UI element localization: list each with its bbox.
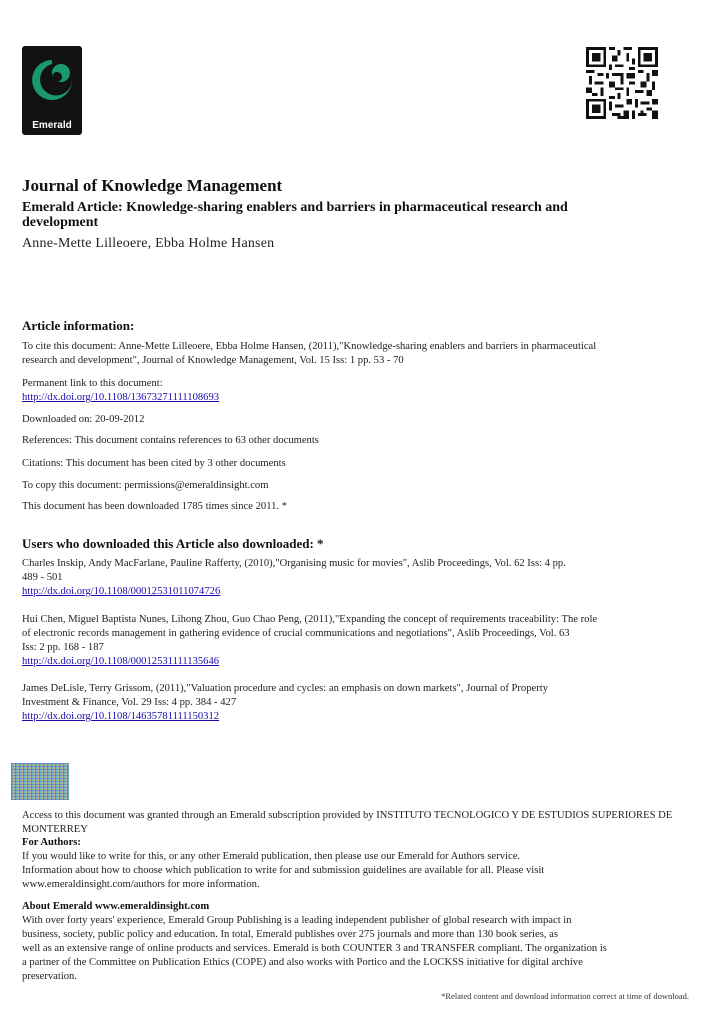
access-statement: Access to this document was granted through an Emerald subscription provided by INSTITUTO TECNOLOGICO Y DE ESTUDIOS SUPERIORES DE xyxy=(22,810,673,821)
about-emerald xyxy=(22,900,702,984)
for-authors xyxy=(22,836,702,892)
permalink-label: Permanent link to this document: xyxy=(22,378,163,389)
related-item xyxy=(22,557,702,599)
journal-title: Journal of Knowledge Management xyxy=(22,176,283,195)
access-statement-continued: MONTERREY xyxy=(22,824,88,835)
article-info-heading: Article information: xyxy=(22,318,135,333)
for-authors-line: If you would like to write for this, or any other Emerald publication, then please use our Emerald for Authors service. xyxy=(22,851,521,862)
qr-code-icon xyxy=(586,47,658,119)
related-link[interactable]: http://dx.doi.org/10.1108/00012531011074726 xyxy=(22,586,221,597)
about-line: business, society, public policy and education. In total, Emerald publishes over 275 journals and more than 130 book series, as xyxy=(22,929,558,940)
for-authors-line: www.emeraldinsight.com/authors for more information. xyxy=(22,879,260,890)
related-link[interactable]: http://dx.doi.org/10.1108/00012531111135646 xyxy=(22,656,220,667)
about-line: preservation. xyxy=(22,971,78,982)
logo-text: Emerald xyxy=(32,120,72,131)
about-heading: About Emerald www.emeraldinsight.com xyxy=(22,901,210,912)
related-line: 489 - 501 xyxy=(22,572,63,583)
about-line: well as an extensive range of online products and services. Emerald is both COUNTER 3 and TRANSFER compliant. The organization is xyxy=(22,943,607,954)
related-link[interactable]: http://dx.doi.org/10.1108/14635781111150312 xyxy=(22,711,220,722)
also-downloaded-heading: Users who downloaded this Article also downloaded: * xyxy=(22,536,324,551)
related-line: Investment & Finance, Vol. 29 Iss: 4 pp. 384 - 427 xyxy=(22,697,237,708)
for-authors-heading: For Authors: xyxy=(22,837,81,848)
related-line: Charles Inskip, Andy MacFarlane, Pauline Rafferty, (2010),"Organising music for movies", Aslib Proceedings, Vol. 62 Iss: 4 pp. xyxy=(22,558,566,569)
about-line: With over forty years' experience, Emerald Group Publishing is a leading independent publisher of global research with impact in xyxy=(22,915,572,926)
downloaded-on: Downloaded on: 20-09-2012 xyxy=(22,414,145,425)
download-count: This document has been downloaded 1785 times since 2011. * xyxy=(22,501,287,512)
related-line: Iss: 2 pp. 168 - 187 xyxy=(22,642,104,653)
copy-permissions: To copy this document: permissions@emeraldinsight.com xyxy=(22,480,269,491)
citations: Citations: This document has been cited by 3 other documents xyxy=(22,458,286,469)
about-line: a partner of the Committee on Publication Ethics (COPE) and also works with Portico and the LOCKSS initiative for digital archive xyxy=(22,957,583,968)
permalink-link[interactable]: http://dx.doi.org/10.1108/13673271111108693 xyxy=(22,392,220,403)
authors: Anne-Mette Lilleoere, Ebba Holme Hansen xyxy=(22,236,275,251)
cite-line: To cite this document: Anne-Mette Lilleoere, Ebba Holme Hansen, (2011),"Knowledge-sharing enablers and barriers in pharmaceutical xyxy=(22,341,597,352)
related-line: of electronic records management in gathering evidence of crucial communications and negotiations", Aslib Proceedings, Vol. 63 xyxy=(22,628,570,639)
footer-note: *Related content and download information correct at time of download. xyxy=(441,991,689,1001)
article-title: Emerald Article: Knowledge-sharing enablers and barriers in pharmaceutical research and development xyxy=(22,200,568,230)
emerald-logo xyxy=(22,46,82,135)
citation xyxy=(22,340,702,368)
for-authors-line: Information about how to choose which publication to write for and submission guidelines are available for all. Please visit xyxy=(22,865,545,876)
emerald-logo-icon xyxy=(28,52,76,112)
related-item xyxy=(22,682,702,724)
permalink xyxy=(22,377,702,405)
related-line: James DeLisle, Terry Grissom, (2011),"Valuation procedure and cycles: an emphasis on down markets", Journal of Property xyxy=(22,683,548,694)
references: References: This document contains references to 63 other documents xyxy=(22,435,319,446)
related-item xyxy=(22,613,702,669)
cite-line: research and development", Journal of Knowledge Management, Vol. 15 Iss: 1 pp. 53 - 70 xyxy=(22,355,404,366)
related-line: Hui Chen, Miguel Baptista Nunes, Lihong Zhou, Guo Chao Peng, (2011),"Expanding the concept of requirements traceability: The role xyxy=(22,614,598,625)
pattern-image xyxy=(11,763,69,800)
